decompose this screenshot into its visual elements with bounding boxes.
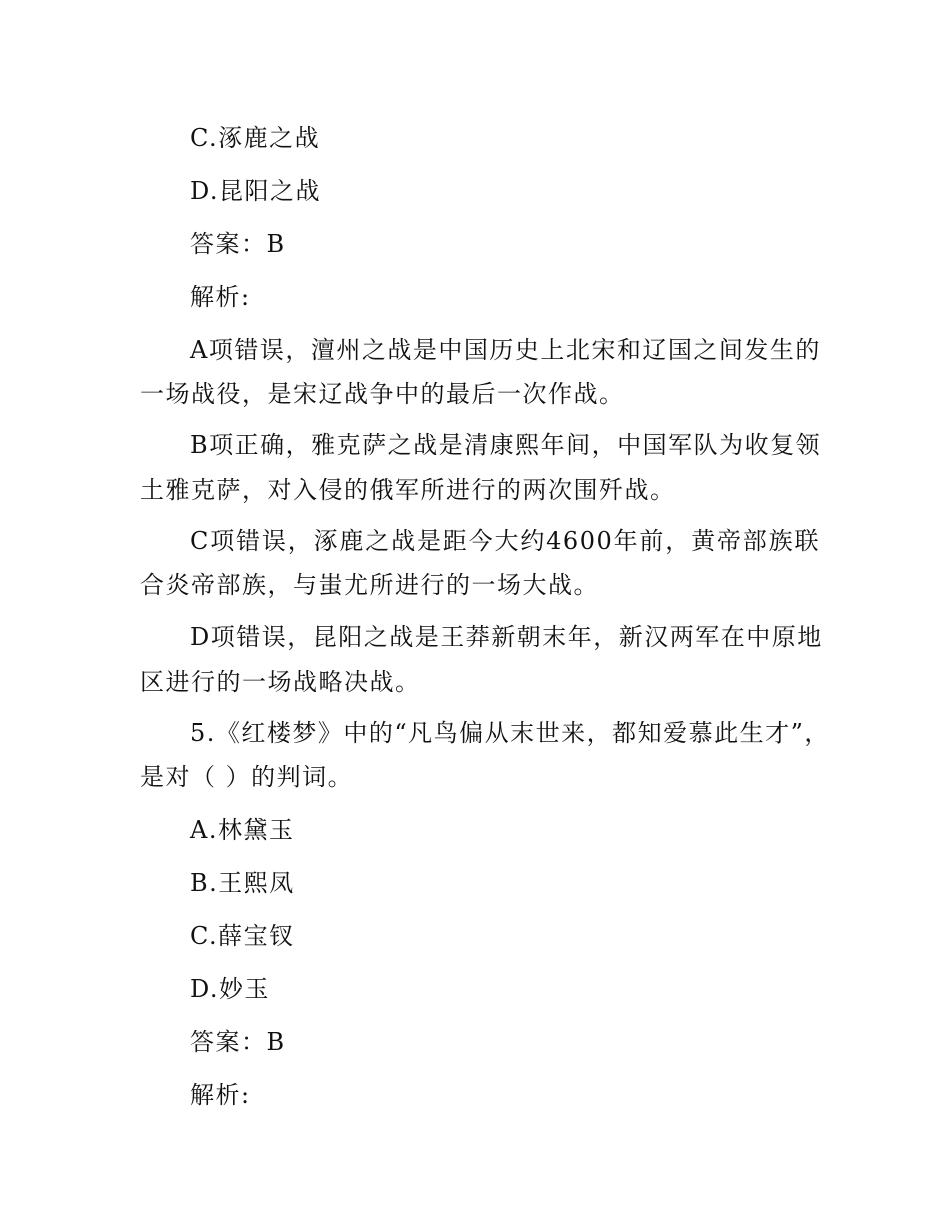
q4-analysis-a-line2: 一场战役，是宋辽战争中的最后一次作战。: [140, 380, 625, 408]
q5-stem-line2: 是对（ ）的判词。: [140, 763, 354, 791]
q4-analysis-b-line2: 土雅克萨，对入侵的俄军所进行的两次围歼战。: [140, 476, 676, 504]
q4-answer: 答案：B: [190, 230, 286, 258]
q5-option-a: A.林黛玉: [190, 816, 295, 844]
q5-option-b: B.王熙凤: [190, 869, 295, 897]
q4-option-d: D.昆阳之战: [190, 177, 322, 205]
q5-answer: 答案：B: [190, 1028, 286, 1056]
q4-analysis-c-line2: 合炎帝部族，与蚩尤所进行的一场大战。: [140, 571, 599, 599]
q4-analysis-a-line1: A项错误，澶州之战是中国历史上北宋和辽国之间发生的: [190, 336, 821, 364]
q5-analysis-label: 解析:: [190, 1081, 251, 1109]
q5-stem-line1: 5.《红楼梦》中的“凡鸟偏从末世来，都知爱慕此生才”，: [190, 719, 830, 747]
q5-option-c: C.薛宝钗: [190, 922, 295, 950]
q4-analysis-label: 解析:: [190, 283, 251, 311]
q4-analysis-c-line1: C项错误，涿鹿之战是距今大约4600年前，黄帝部族联: [190, 527, 820, 555]
q4-analysis-b-line1: B项正确，雅克萨之战是清康熙年间，中国军队为收复领: [190, 431, 822, 459]
q5-option-d: D.妙玉: [190, 975, 271, 1003]
q4-option-c: C.涿鹿之战: [190, 124, 321, 152]
q4-analysis-d-line1: D项错误，昆阳之战是王莽新朝末年，新汉两军在中原地: [190, 623, 823, 651]
q4-analysis-d-line2: 区进行的一场战略决战。: [140, 668, 421, 696]
